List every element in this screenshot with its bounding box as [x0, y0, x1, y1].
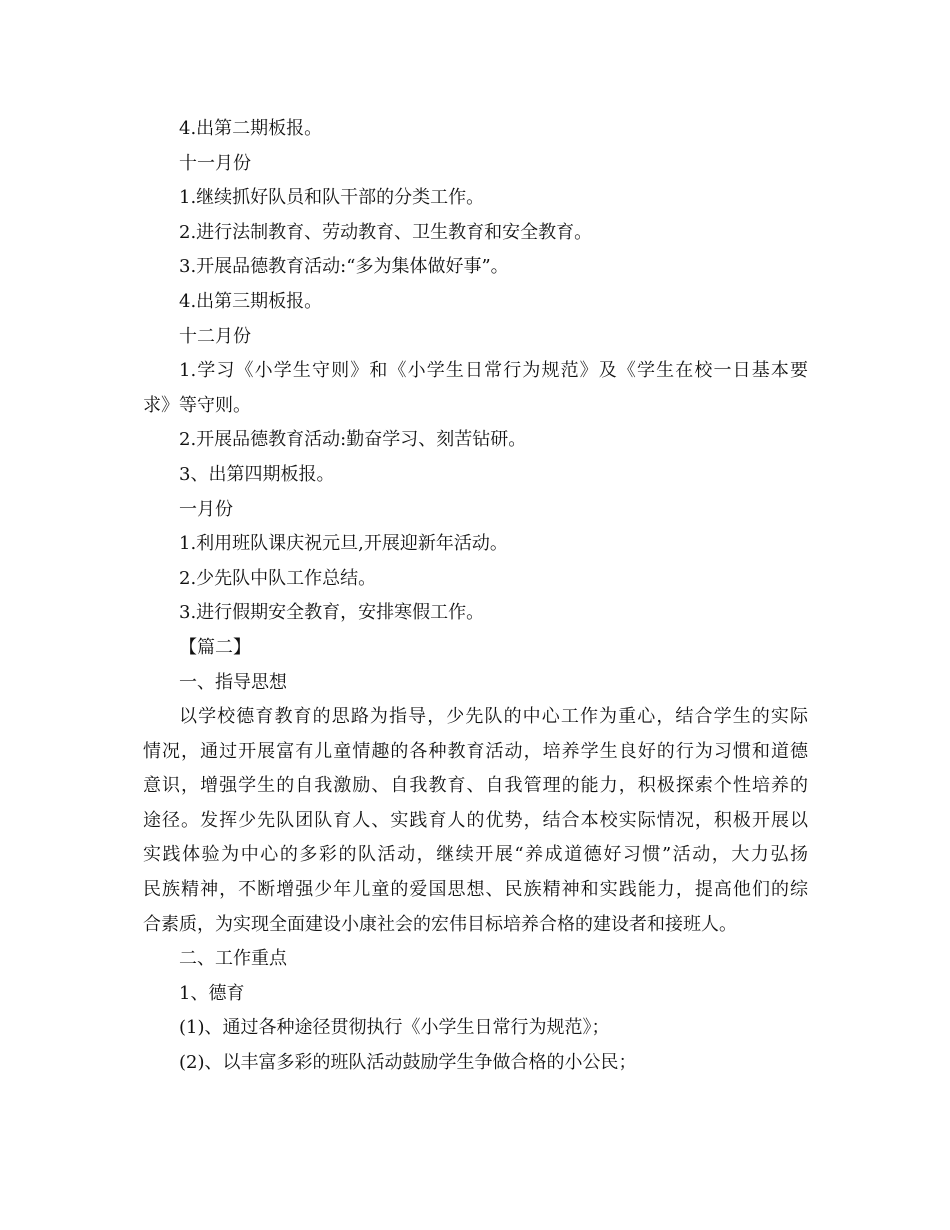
document-body: [143, 112, 808, 1081]
text-line: 二、工作重点: [179, 948, 287, 970]
text-line: 意识，增强学生的自我激励、自我教育、自我管理的能力，积极探索个性培养的: [143, 775, 808, 797]
text-line: 3.开展品德教育活动:“多为集体做好事”。: [179, 256, 509, 278]
text-line: 【篇二】: [179, 636, 251, 658]
text-line: 十一月份: [179, 152, 251, 174]
text-line: 3、出第四期板报。: [179, 463, 335, 485]
text-line: (1)、通过各种途径贯彻执行《小学生日常行为规范》；: [179, 1017, 610, 1039]
text-line: 3.进行假期安全教育，安排寒假工作。: [179, 602, 485, 624]
text-line: 十二月份: [179, 325, 251, 347]
text-line: 2.少先队中队工作总结。: [179, 567, 377, 589]
text-line: 实践体验为中心的多彩的队活动，继续开展“养成道德好习惯”活动，大力弘扬: [143, 844, 808, 866]
text-line: 4.出第二期板报。: [179, 118, 323, 139]
text-line: 情况，通过开展富有儿童情趣的各种教育活动，培养学生良好的行为习惯和道德: [143, 740, 808, 762]
text-line: 2.开展品德教育活动:勤奋学习、刻苦钻研。: [179, 429, 527, 451]
text-line: 1、德育: [179, 982, 245, 1004]
text-line: (2)、以丰富多彩的班队活动鼓励学生争做合格的小公民；: [179, 1052, 637, 1074]
text-line: 一月份: [179, 498, 233, 520]
text-line: 1.学习《小学生守则》和《小学生日常行为规范》及《学生在校一日基本要: [179, 360, 808, 382]
text-line: 2.进行法制教育、劳动教育、卫生教育和安全教育。: [179, 221, 593, 243]
text-line: 求》等守则。: [143, 394, 251, 416]
text-line: 1.利用班队课庆祝元旦,开展迎新年活动。: [179, 533, 508, 555]
text-line: 1.继续抓好队员和队干部的分类工作。: [179, 187, 485, 209]
text-line: 民族精神，不断增强少年儿童的爱国思想、民族精神和实践能力，提高他们的综: [143, 879, 808, 901]
text-line: 合素质，为实现全面建设小康社会的宏伟目标培养合格的建设者和接班人。: [143, 913, 737, 935]
text-line: 4.出第三期板报。: [179, 290, 323, 312]
text-line: 途径。发挥少先队团队育人、实践育人的优势，结合本校实际情况，积极开展以: [143, 809, 808, 831]
text-line: 以学校德育教育的思路为指导，少先队的中心工作为重心，结合学生的实际: [179, 706, 808, 728]
text-line: 一、指导思想: [179, 671, 287, 693]
